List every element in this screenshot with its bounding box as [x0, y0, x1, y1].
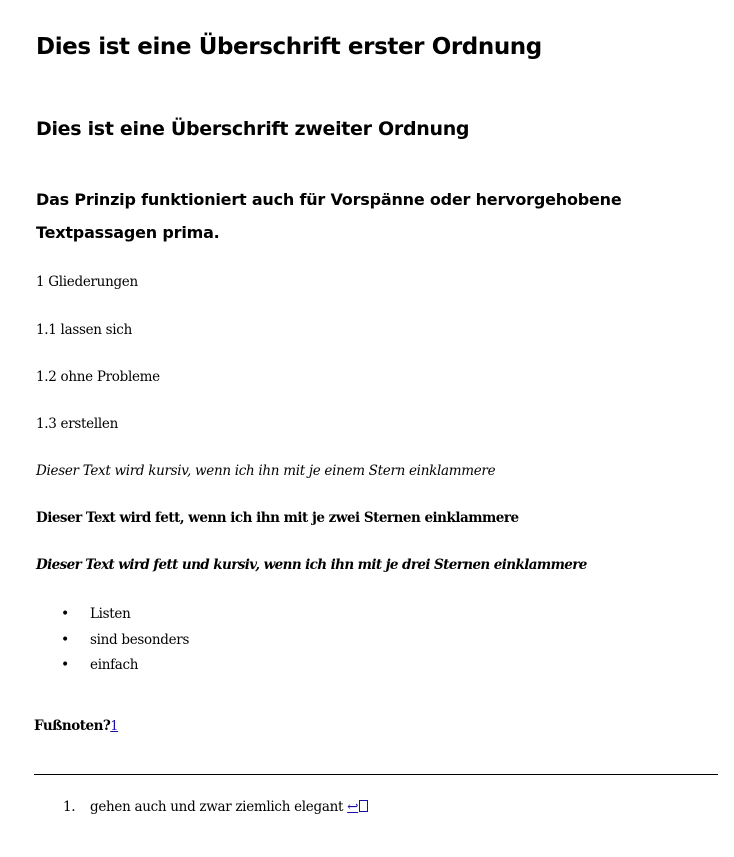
heading-level-1: Dies ist eine Überschrift erster Ordnung	[36, 34, 542, 60]
outline-item-1-1: 1.1 lassen sich	[36, 322, 132, 338]
footnote-paragraph	[34, 717, 118, 736]
footnotes-divider	[34, 774, 718, 775]
list-item-text: einfach	[90, 657, 139, 673]
list-item-text: Listen	[90, 606, 131, 622]
outline-item-1: 1 Gliederungen	[36, 274, 138, 290]
footnote-body	[90, 797, 368, 817]
footnote-question: Fußnoten?	[34, 717, 111, 734]
bold-italic-paragraph: Dieser Text wird fett und kursiv, wenn ich ihn mit je drei Sternen einklammere	[36, 557, 587, 573]
lead-paragraph: Das Prinzip funktioniert auch für Vorspänne oder hervorgehobene Textpassagen prima.	[36, 190, 622, 242]
return-arrow-icon: ↩	[347, 799, 359, 815]
missing-glyph-icon	[359, 800, 368, 812]
outline-item-1-2: 1.2 ohne Probleme	[36, 369, 160, 385]
bullet-marker: •	[61, 657, 69, 673]
footnote-number: 1.	[63, 799, 76, 815]
italic-paragraph: Dieser Text wird kursiv, wenn ich ihn mit je einem Stern einklammere	[36, 463, 496, 479]
footnote-reference-link[interactable]: 1	[110, 718, 119, 734]
list-item-text: sind besonders	[90, 631, 190, 648]
heading-level-2: Dies ist eine Überschrift zweiter Ordnung	[36, 118, 470, 140]
bold-paragraph: Dieser Text wird fett, wenn ich ihn mit je zwei Sternen einklammere	[36, 510, 519, 526]
bullet-marker: •	[61, 606, 69, 622]
footnote-backref-link[interactable]	[347, 799, 368, 815]
outline-item-1-3: 1.3 erstellen	[36, 416, 118, 432]
bullet-marker: •	[61, 631, 69, 648]
footnote-text: gehen auch und zwar ziemlich elegant	[90, 799, 344, 815]
